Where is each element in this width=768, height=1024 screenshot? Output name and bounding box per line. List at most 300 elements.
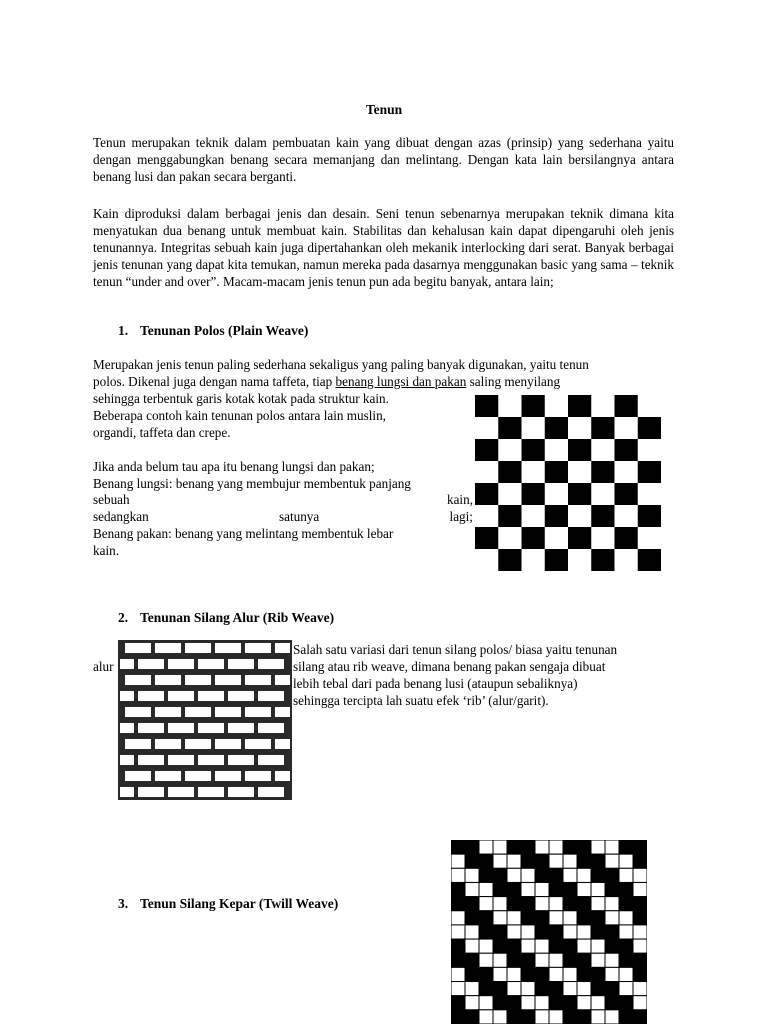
plain-line-1: Merupakan jenis tenun paling sederhana sekaligus yang paling banyak digunakan, yaitu tenun <box>93 357 589 372</box>
twill-weave-cell <box>605 868 619 882</box>
rib-weave-block <box>168 723 194 733</box>
twill-weave-cell <box>451 882 465 896</box>
plain-note-4b: satunya <box>278 509 320 525</box>
twill-weave-cell <box>591 996 605 1010</box>
rib-weave-block <box>185 643 211 653</box>
plain-note-4a: sedangkan <box>93 509 149 525</box>
plain-note-2: Benang lungsi: benang yang membujur membentuk panjang <box>93 475 411 491</box>
twill-weave-cell <box>465 840 479 854</box>
plain-weave-cell <box>522 483 545 505</box>
twill-weave-cell <box>549 1010 563 1024</box>
twill-weave-cell <box>577 925 591 939</box>
twill-weave-cell <box>619 868 633 882</box>
plain-weave-cell <box>615 439 638 461</box>
rib-weave-block <box>138 787 164 797</box>
plain-weave-cell <box>475 527 498 549</box>
twill-weave-cell <box>521 967 535 981</box>
twill-weave-cell <box>605 939 619 953</box>
twill-weave-cell <box>591 840 605 854</box>
twill-weave-cell <box>493 939 507 953</box>
twill-weave-cell <box>535 982 549 996</box>
twill-weave-cell <box>563 868 577 882</box>
twill-weave-cell <box>591 1010 605 1024</box>
twill-weave-cell <box>549 967 563 981</box>
twill-weave-cell <box>563 840 577 854</box>
rib-weave-block <box>155 643 181 653</box>
rib-weave-block <box>138 691 164 701</box>
rib-weave-block <box>125 707 151 717</box>
plain-line-4: Beberapa contoh kain tenunan polos antara lain muslin, <box>93 407 386 423</box>
twill-weave-cell <box>479 925 493 939</box>
twill-weave-cell <box>479 953 493 967</box>
twill-weave-cell <box>577 854 591 868</box>
twill-weave-cell <box>605 982 619 996</box>
twill-weave-cell <box>549 868 563 882</box>
twill-weave-cell <box>479 939 493 953</box>
twill-weave-cell <box>465 996 479 1010</box>
twill-weave-cell <box>521 996 535 1010</box>
rib-weave-block <box>245 707 271 717</box>
twill-weave-cell <box>479 840 493 854</box>
rib-weave-block <box>168 755 194 765</box>
twill-weave-cell <box>507 939 521 953</box>
twill-weave-cell <box>479 996 493 1010</box>
rib-weave-block <box>138 723 164 733</box>
twill-weave-cell <box>577 882 591 896</box>
plain-weave-cell <box>545 505 568 527</box>
twill-weave-cell <box>563 882 577 896</box>
rib-line-2: silang atau rib weave, dimana benang pakan sengaja dibuat <box>293 658 606 674</box>
twill-weave-cell <box>605 840 619 854</box>
section-rib-heading <box>118 610 334 626</box>
twill-weave-cell <box>549 897 563 911</box>
rib-weave-block <box>215 675 241 685</box>
plain-weave-cell <box>475 439 498 461</box>
twill-weave-cell <box>633 882 647 896</box>
section-twill-title: Tenun Silang Kepar (Twill Weave) <box>140 896 339 911</box>
rib-weave-block <box>245 675 271 685</box>
rib-weave-block <box>275 675 290 685</box>
twill-weave-illustration <box>451 840 647 1024</box>
twill-weave-cell <box>535 882 549 896</box>
plain-weave-cell <box>498 461 521 483</box>
twill-weave-cell <box>465 982 479 996</box>
twill-weave-cell <box>633 840 647 854</box>
twill-weave-cell <box>549 840 563 854</box>
twill-weave-cell <box>465 967 479 981</box>
twill-weave-cell <box>535 854 549 868</box>
twill-weave-cell <box>507 897 521 911</box>
rib-line-1: Salah satu variasi dari tenun silang polos/ biasa yaitu tenunan <box>293 642 618 657</box>
twill-weave-cell <box>465 897 479 911</box>
rib-weave-block <box>120 659 134 669</box>
twill-weave-cell <box>521 854 535 868</box>
plain-weave-cell <box>568 527 591 549</box>
rib-weave-block <box>228 659 254 669</box>
twill-weave-cell <box>619 982 633 996</box>
twill-weave-cell <box>507 1010 521 1024</box>
rib-weave-block <box>155 771 181 781</box>
twill-weave-cell <box>465 1010 479 1024</box>
rib-weave-block <box>185 771 211 781</box>
twill-weave-cell <box>521 1010 535 1024</box>
twill-weave-cell <box>591 953 605 967</box>
twill-weave-cell <box>493 925 507 939</box>
twill-weave-cell <box>563 897 577 911</box>
rib-weave-block <box>258 691 284 701</box>
twill-weave-cell <box>549 982 563 996</box>
twill-weave-cell <box>577 967 591 981</box>
twill-weave-cell <box>521 925 535 939</box>
plain-weave-cell <box>638 505 661 527</box>
twill-weave-cell <box>577 868 591 882</box>
section-plain-body <box>93 357 674 391</box>
rib-weave-block <box>185 707 211 717</box>
twill-weave-cell <box>451 953 465 967</box>
twill-weave-cell <box>451 911 465 925</box>
plain-line-2-start: polos. Dikenal juga dengan nama taffeta, tiap <box>93 373 336 389</box>
rib-weave-block <box>215 643 241 653</box>
twill-weave-cell <box>521 840 535 854</box>
twill-weave-cell <box>619 996 633 1010</box>
twill-weave-cell <box>479 897 493 911</box>
twill-weave-cell <box>507 911 521 925</box>
twill-weave-cell <box>451 840 465 854</box>
section-plain-title: Tenunan Polos (Plain Weave) <box>140 323 309 338</box>
twill-weave-cell <box>619 911 633 925</box>
rib-weave-block <box>258 787 284 797</box>
twill-weave-cell <box>605 996 619 1010</box>
plain-weave-cell <box>615 395 638 417</box>
twill-weave-cell <box>507 982 521 996</box>
twill-weave-cell <box>507 925 521 939</box>
rib-weave-block <box>125 643 151 653</box>
rib-weave-block <box>198 723 224 733</box>
twill-weave-cell <box>493 967 507 981</box>
twill-weave-cell <box>521 911 535 925</box>
plain-note-3 <box>93 492 473 509</box>
twill-weave-cell <box>633 911 647 925</box>
twill-weave-cell <box>451 925 465 939</box>
plain-weave-cell <box>591 505 614 527</box>
plain-weave-cell <box>591 417 614 439</box>
rib-weave-block <box>258 723 284 733</box>
twill-weave-cell <box>633 996 647 1010</box>
plain-weave-cell <box>545 549 568 571</box>
twill-weave-cell <box>535 953 549 967</box>
twill-weave-cell <box>507 840 521 854</box>
twill-weave-cell <box>605 882 619 896</box>
twill-weave-cell <box>479 967 493 981</box>
rib-weave-block <box>155 739 181 749</box>
twill-weave-cell <box>577 840 591 854</box>
twill-weave-cell <box>479 868 493 882</box>
plain-note-5: Benang pakan: benang yang melintang membentuk lebar <box>93 526 394 542</box>
twill-weave-cell <box>605 967 619 981</box>
rib-weave-block <box>245 771 271 781</box>
plain-note-4 <box>93 509 473 526</box>
rib-weave-block <box>215 739 241 749</box>
twill-weave-cell <box>535 925 549 939</box>
document-title: Tenun <box>365 102 403 117</box>
rib-weave-block <box>215 771 241 781</box>
twill-weave-cell <box>591 897 605 911</box>
section-twill-number: 3. <box>118 896 129 911</box>
twill-weave-cell <box>493 982 507 996</box>
plain-weave-cell <box>591 461 614 483</box>
twill-weave-cell <box>633 967 647 981</box>
twill-weave-cell <box>507 854 521 868</box>
twill-weave-cell <box>535 897 549 911</box>
twill-weave-cell <box>577 982 591 996</box>
rib-weave-block <box>275 707 290 717</box>
twill-weave-cell <box>633 982 647 996</box>
plain-weave-illustration <box>475 395 661 571</box>
twill-weave-cell <box>451 1010 465 1024</box>
rib-weave-block <box>185 675 211 685</box>
twill-weave-cell <box>549 996 563 1010</box>
twill-weave-cell <box>451 868 465 882</box>
twill-weave-cell <box>577 1010 591 1024</box>
twill-weave-cell <box>591 911 605 925</box>
plain-weave-cell <box>475 395 498 417</box>
twill-weave-cell <box>493 1010 507 1024</box>
plain-note-4c: lagi; <box>449 509 473 525</box>
twill-weave-cell <box>591 982 605 996</box>
twill-weave-cell <box>591 854 605 868</box>
twill-weave-cell <box>465 854 479 868</box>
plain-weave-cell <box>638 461 661 483</box>
twill-weave-cell <box>465 939 479 953</box>
section-plain-number: 1. <box>118 323 129 338</box>
twill-weave-cell <box>493 854 507 868</box>
twill-weave-cell <box>605 953 619 967</box>
twill-weave-cell <box>549 911 563 925</box>
section-plain-heading <box>118 323 308 339</box>
twill-weave-cell <box>493 953 507 967</box>
twill-weave-cell <box>451 967 465 981</box>
twill-weave-cell <box>493 911 507 925</box>
twill-weave-cell <box>535 911 549 925</box>
rib-weave-block <box>258 659 284 669</box>
twill-weave-cell <box>563 967 577 981</box>
plain-weave-cell <box>498 505 521 527</box>
rib-weave-block <box>228 691 254 701</box>
twill-weave-cell <box>479 1010 493 1024</box>
rib-weave-block <box>215 707 241 717</box>
twill-weave-cell <box>605 1010 619 1024</box>
plain-weave-cell <box>498 549 521 571</box>
rib-weave-block <box>258 755 284 765</box>
plain-weave-cell <box>568 439 591 461</box>
twill-weave-cell <box>465 911 479 925</box>
twill-weave-cell <box>605 897 619 911</box>
section-twill-heading <box>118 896 338 912</box>
plain-note-6: kain. <box>93 543 120 559</box>
plain-note-1: Jika anda belum tau apa itu benang lungsi dan pakan; <box>93 458 375 474</box>
twill-weave-cell <box>535 868 549 882</box>
plain-line-2-end: saling menyilang <box>466 373 561 389</box>
plain-weave-cell <box>522 395 545 417</box>
twill-weave-cell <box>619 882 633 896</box>
rib-weave-block <box>125 675 151 685</box>
plain-weave-cell <box>475 483 498 505</box>
plain-weave-cell <box>591 549 614 571</box>
twill-weave-cell <box>451 996 465 1010</box>
twill-weave-cell <box>451 982 465 996</box>
plain-weave-cell <box>615 483 638 505</box>
plain-weave-cell <box>638 549 661 571</box>
twill-weave-cell <box>577 996 591 1010</box>
twill-weave-cell <box>577 897 591 911</box>
twill-weave-cell <box>563 953 577 967</box>
plain-weave-cell <box>522 439 545 461</box>
twill-weave-cell <box>563 911 577 925</box>
section-rib-title: Tenunan Silang Alur (Rib Weave) <box>140 610 335 625</box>
plain-note-3b: kain, <box>446 492 473 508</box>
plain-weave-cell <box>498 417 521 439</box>
plain-line-3 <box>93 391 473 408</box>
twill-weave-cell <box>465 882 479 896</box>
twill-weave-cell <box>633 925 647 939</box>
twill-weave-cell <box>521 897 535 911</box>
twill-weave-cell <box>619 854 633 868</box>
rib-weave-block <box>120 723 134 733</box>
twill-weave-cell <box>493 897 507 911</box>
rib-weave-block <box>138 659 164 669</box>
rib-weave-block <box>245 643 271 653</box>
rib-leading-word: alur <box>93 659 114 674</box>
twill-weave-cell <box>591 967 605 981</box>
twill-weave-cell <box>619 939 633 953</box>
twill-weave-cell <box>605 925 619 939</box>
twill-weave-cell <box>451 854 465 868</box>
rib-weave-block <box>120 787 134 797</box>
twill-weave-cell <box>591 925 605 939</box>
twill-weave-cell <box>507 882 521 896</box>
plain-weave-cell <box>522 527 545 549</box>
twill-weave-cell <box>591 939 605 953</box>
rib-weave-block <box>228 755 254 765</box>
twill-weave-cell <box>465 953 479 967</box>
rib-weave-block <box>138 755 164 765</box>
plain-link-lungsi-pakan[interactable]: benang lungsi dan pakan <box>335 373 467 389</box>
twill-weave-cell <box>507 953 521 967</box>
twill-weave-cell <box>619 897 633 911</box>
plain-weave-cell <box>615 527 638 549</box>
twill-weave-cell <box>521 939 535 953</box>
rib-weave-block <box>155 707 181 717</box>
twill-weave-cell <box>563 939 577 953</box>
rib-weave-block <box>198 755 224 765</box>
twill-weave-cell <box>507 996 521 1010</box>
rib-weave-block <box>168 787 194 797</box>
rib-weave-block <box>275 771 290 781</box>
rib-weave-block <box>155 675 181 685</box>
plain-line-3-text: sehingga terbentuk garis kotak kotak pada struktur kain. <box>93 391 389 406</box>
twill-weave-cell <box>493 996 507 1010</box>
twill-weave-cell <box>535 996 549 1010</box>
twill-weave-cell <box>493 840 507 854</box>
twill-weave-cell <box>451 939 465 953</box>
rib-weave-block <box>198 691 224 701</box>
plain-weave-cell <box>545 461 568 483</box>
rib-weave-block <box>125 771 151 781</box>
twill-weave-cell <box>591 868 605 882</box>
twill-weave-cell <box>619 953 633 967</box>
rib-line-4: sehingga tercipta lah suatu efek ‘rib’ (alur/garit). <box>293 692 549 708</box>
twill-weave-cell <box>619 967 633 981</box>
plain-note-3a: sebuah <box>93 492 130 508</box>
twill-weave-cell <box>451 897 465 911</box>
plain-weave-cell <box>568 395 591 417</box>
twill-weave-cell <box>549 854 563 868</box>
twill-weave-cell <box>577 953 591 967</box>
twill-weave-cell <box>605 854 619 868</box>
second-paragraph: Kain diproduksi dalam berbagai jenis dan desain. Seni tenun sebenarnya merupakan teknik dimana kita menyatukan dua benang untuk membuat kain. Stabilitas dan kehalusan kain dapat dipengaruhi oleh jenis tenunannya. Integritas sebuah kain juga dipertahankan oleh mekanik interlocking dari serat. Banyak berbagai jenis tenunan yang dapat kita temukan, namun mereka pada dasarnya menggunakan basic yang sama – teknik tenun “under and over”. Macam-macam jenis tenun pun ada begitu banyak, antara lain; <box>93 206 674 289</box>
twill-weave-cell <box>619 925 633 939</box>
twill-weave-cell <box>479 911 493 925</box>
rib-weave-block <box>228 723 254 733</box>
rib-weave-block <box>185 739 211 749</box>
rib-weave-illustration <box>118 640 292 800</box>
twill-weave-cell <box>549 882 563 896</box>
twill-weave-cell <box>507 967 521 981</box>
rib-weave-block <box>198 787 224 797</box>
twill-weave-cell <box>633 868 647 882</box>
twill-weave-cell <box>633 854 647 868</box>
twill-weave-cell <box>563 982 577 996</box>
rib-weave-block <box>168 691 194 701</box>
twill-weave-cell <box>549 925 563 939</box>
twill-weave-cell <box>535 939 549 953</box>
twill-weave-cell <box>619 1010 633 1024</box>
twill-weave-cell <box>633 897 647 911</box>
plain-weave-cell <box>638 417 661 439</box>
rib-body <box>293 642 674 710</box>
rib-line-3: lebih tebal dari pada benang lusi (ataupun sebaliknya) <box>293 675 578 691</box>
rib-weave-block <box>168 659 194 669</box>
twill-weave-cell <box>507 868 521 882</box>
section-rib-number: 2. <box>118 610 129 625</box>
rib-weave-block <box>228 787 254 797</box>
intro-paragraph: Tenun merupakan teknik dalam pembuatan kain yang dibuat dengan azas (prinsip) yang sederhana yaitu dengan menggabungkan benang secara memanjang dan melintang. Dengan kata lain bersilangnya antara benang lusi dan pakan secara berganti. <box>93 135 674 184</box>
twill-weave-cell <box>563 996 577 1010</box>
twill-weave-cell <box>563 854 577 868</box>
twill-weave-cell <box>633 953 647 967</box>
twill-weave-cell <box>479 982 493 996</box>
plain-line-5: organdi, taffeta dan crepe. <box>93 424 231 440</box>
twill-weave-cell <box>577 939 591 953</box>
twill-weave-cell <box>577 911 591 925</box>
rib-weave-block <box>120 755 134 765</box>
rib-weave-block <box>125 739 151 749</box>
twill-weave-cell <box>563 925 577 939</box>
twill-weave-cell <box>535 967 549 981</box>
twill-weave-cell <box>591 882 605 896</box>
plain-wrapped-text <box>93 391 473 560</box>
twill-weave-cell <box>465 868 479 882</box>
twill-weave-cell <box>605 911 619 925</box>
twill-weave-cell <box>549 939 563 953</box>
twill-weave-cell <box>479 854 493 868</box>
twill-weave-cell <box>479 882 493 896</box>
twill-weave-cell <box>465 925 479 939</box>
twill-weave-cell <box>521 953 535 967</box>
twill-weave-cell <box>535 1010 549 1024</box>
twill-weave-cell <box>521 982 535 996</box>
rib-weave-block <box>275 739 290 749</box>
